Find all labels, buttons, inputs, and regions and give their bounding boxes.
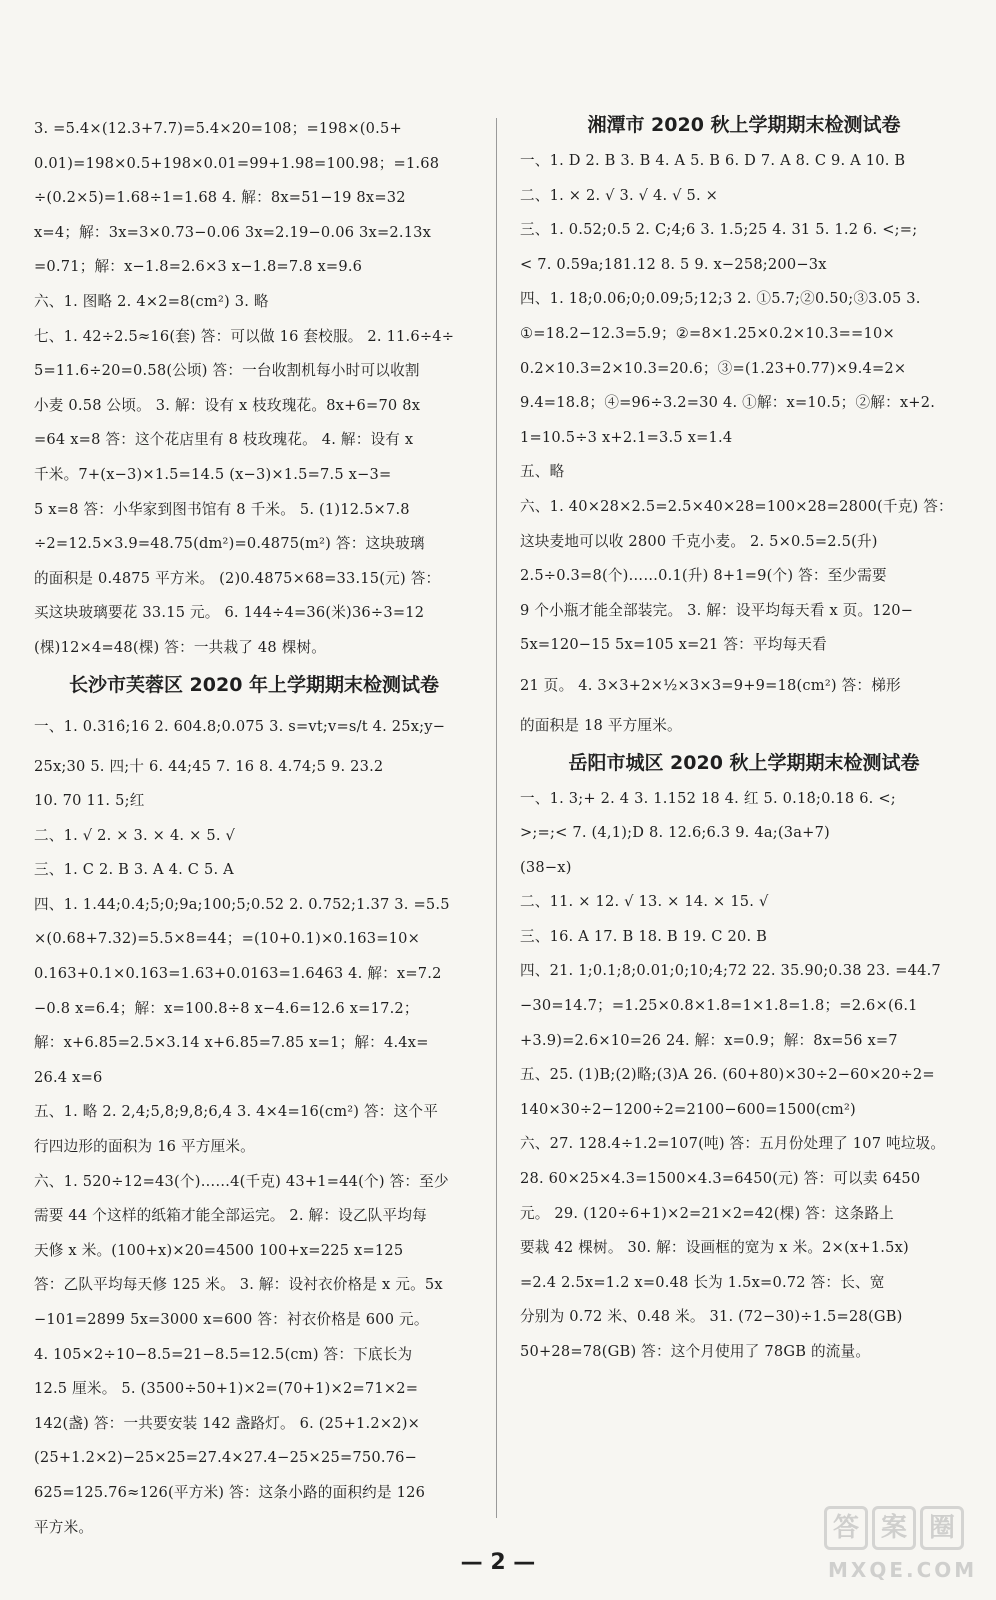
answer-line: =64 x=8 答：这个花店里有 8 枝玫瑰花。 4. 解：设有 x xyxy=(34,431,414,449)
right-column xyxy=(520,106,968,1370)
answer-line: 四、21. 1;0.1;8;0.01;0;10;4;72 22. 35.90;0.38 23. =44.7 xyxy=(520,962,941,980)
answer-line: 5 x=8 答：小华家到图书馆有 8 千米。 5. (1)12.5×7.8 xyxy=(34,500,410,518)
watermark-char: 案 xyxy=(872,1506,916,1550)
answer-line: 9 个小瓶才能全部装完。 3. 解：设平均每天看 x 页。120− xyxy=(520,601,914,619)
answer-line: (棵)12×4=48(棵) 答：一共栽了 48 棵树。 xyxy=(34,638,327,656)
answer-line: 0.2×10.3=2×10.3=20.6；③=(1.23+0.77)×9.4=2× xyxy=(520,359,907,377)
answer-line: (38−x) xyxy=(520,858,572,876)
answer-line: 四、1. 1.44;0.4;5;0;9a;100;5;0.52 2. 0.752;1.37 3. =5.5 xyxy=(34,895,450,913)
answer-line: 一、1. 3;+ 2. 4 3. 1.152 18 4. 红 5. 0.18̇;0.18 6. <; xyxy=(520,789,896,807)
answer-line: 这块麦地可以收 2800 千克小麦。 2. 5×0.5=2.5(升) xyxy=(520,532,878,550)
watermark-char: 答 xyxy=(824,1506,868,1550)
section-heading-xiangtan: 湘潭市 2020 秋上学期期末检测试卷 xyxy=(587,114,901,136)
answer-line: ÷2=12.5×3.9=48.75(dm²)=0.4875(m²) 答：这块玻璃 xyxy=(34,535,425,553)
answer-line: 1=10.5÷3 x+2.1=3.5 x=1.4 xyxy=(520,428,733,446)
right-block-1 xyxy=(520,144,968,744)
answer-line: 三、1. 0.52;0.5 2. C;4;6 3. 1.5;25 4. 31 5. 1.2 6. <;=; xyxy=(520,221,918,239)
answer-line: ×(0.68+7.32)=5.5×8=44；=(10+0.1)×0.163=10× xyxy=(34,930,421,948)
answer-line: 六、1. 40×28×2.5=2.5×40×28=100×28=2800(千克) 答： xyxy=(520,497,953,515)
answer-line: 二、11. × 12. √ 13. × 14. × 15. √ xyxy=(520,893,769,911)
answer-line: 五、略 xyxy=(520,463,565,481)
answer-line: 26.4 x=6 xyxy=(34,1068,103,1086)
answer-line: 一、1. D 2. B 3. B 4. A 5. B 6. D 7. A 8. C 9. A 10. B xyxy=(520,152,906,169)
answer-line: −101=2899 5x=3000 x=600 答：衬衣价格是 600 元。 xyxy=(34,1311,429,1328)
answer-line: 12.5 厘米。 5. (3500÷50+1)×2=(70+1)×2=71×2= xyxy=(34,1380,419,1398)
answer-line: 二、1. × 2. √ 3. √ 4. √ 5. × xyxy=(520,186,719,204)
answer-line: 140×30÷2−1200÷2=2100−600=1500(cm²) xyxy=(520,1100,856,1118)
answer-line: 5=11.6÷20=0.58(公顷) 答：一台收割机每小时可以收割 xyxy=(34,362,420,380)
answer-line: 元。 29. (120÷6+1)×2=21×2=42(棵) 答：这条路上 xyxy=(520,1204,894,1222)
answer-line: 买这块玻璃要花 33.15 元。 6. 144÷4=36(米)36÷3=12 xyxy=(34,604,425,622)
answer-line: 四、1. 18;0.06;0;0.09;5;12;3 2. ①5.7;②0.50;③3.05 3. xyxy=(520,290,921,308)
answer-line: < 7. 0.59a;181.12 8. 5 9. x−258;200−3x xyxy=(520,255,827,273)
answer-line: =2.4 2.5x=1.2 x=0.48 长为 1.5x=0.72 答：长、宽 xyxy=(520,1273,885,1291)
answer-line: 平方米。 xyxy=(34,1518,94,1536)
answer-line: 625=125.76≈126(平方米) 答：这条小路的面积约是 126 xyxy=(34,1483,426,1501)
answer-line: 千米。7+(x−3)×1.5=14.5 (x−3)×1.5=7.5 x−3= xyxy=(34,465,392,483)
answer-line: 七、1. 42÷2.5≈16(套) 答：可以做 16 套校服。 2. 11.6÷4÷ xyxy=(34,327,455,345)
answer-line: +3.9)=2.6×10=26 24. 解：x=0.9；解：8x=56 x=7 xyxy=(520,1031,898,1049)
answer-line: 六、1. 图略 2. 4×2=8(cm²) 3. 略 xyxy=(34,292,269,310)
column-divider xyxy=(496,118,497,1518)
left-block-2 xyxy=(34,704,474,1546)
answer-line: =0.71；解：x−1.8=2.6×3 x−1.8=7.8 x=9.6 xyxy=(34,258,363,276)
answer-line: −30=14.7；=1.25×0.8×1.8=1×1.8=1.8；=2.6×(6.1 xyxy=(520,997,918,1015)
answer-line: 三、16. A 17. B 18. B 19. C 20. B xyxy=(520,927,768,945)
answer-line: 答：乙队平均每天修 125 米。 3. 解：设衬衣价格是 x 元。5x xyxy=(34,1276,443,1294)
watermark-domain: MXQE.COM xyxy=(828,1558,978,1582)
answer-line: 解：x+6.85=2.5×3.14 x+6.85=7.85 x=1；解：4.4x= xyxy=(34,1034,429,1052)
left-block-1 xyxy=(34,112,474,666)
answer-line: (25+1.2×2)−25×25=27.4×27.4−25×25=750.76− xyxy=(34,1449,418,1467)
answer-line: 一、1. 0.316̇;16 2. 604.8;0.075 3. s=vt;v=s/t 4. 25x;y− xyxy=(34,717,446,735)
answer-line: 小麦 0.58 公顷。 3. 解：设有 x 枝玫瑰花。8x+6=70 8x xyxy=(34,396,421,414)
answer-line: 50+28=78(GB) 答：这个月使用了 78GB 的流量。 xyxy=(520,1343,871,1360)
page-number: — 2 — xyxy=(460,1550,536,1575)
watermark-char: 圈 xyxy=(920,1506,964,1550)
answer-line: 9.4=18.8；④=96÷3.2=30 4. ①解：x=10.5；②解：x+2. xyxy=(520,394,936,412)
answer-line: ①=18.2−12.3=5.9；②=8×1.25×0.2×10.3==10× xyxy=(520,324,895,342)
answer-line: 的面积是 0.4875 平方米。 (2)0.4875×68=33.15(元) 答： xyxy=(34,569,441,587)
watermark-logo xyxy=(820,1500,978,1590)
answer-line: 五、25. (1)B;(2)略;(3)A 26. (60+80)×30÷2−60×20÷2= xyxy=(520,1066,935,1084)
answer-line: 行四边形的面积为 16 平方厘米。 xyxy=(34,1138,255,1156)
answer-line: −0.8 x=6.4；解：x=100.8÷8 x−4.6=12.6 x=17.2； xyxy=(34,999,419,1017)
answer-line: 要栽 42 棵树。 30. 解：设画框的宽为 x 米。2×(x+1.5x) xyxy=(520,1239,909,1257)
answer-line: 3. =5.4×(12.3+7.7)=5.4×20=108；=198×(0.5+ xyxy=(34,120,402,137)
answer-line: 的面积是 18 平方厘米。 xyxy=(520,716,682,734)
answer-line: 三、1. C 2. B 3. A 4. C 5. A xyxy=(34,861,234,879)
left-column xyxy=(34,112,474,1545)
answer-line: 2.5÷0.3=8(个)……0.1(升) 8+1=9(个) 答：至少需要 xyxy=(520,567,887,585)
answer-line: 六、1. 520÷12=43(个)……4(千克) 43+1=44(个) 答：至少 xyxy=(34,1172,449,1190)
answer-line: 分别为 0.72 米、0.48 米。 31. (72−30)÷1.5=28(GB) xyxy=(520,1308,903,1326)
answer-line: >;=;< 7. (4,1);D 8. 12.6;6.3 9. 4a;(3a+7) xyxy=(520,824,830,842)
answer-line: 六、27. 128.4÷1.2=107(吨) 答：五月份处理了 107 吨垃圾。 xyxy=(520,1135,946,1153)
answer-line: 二、1. √ 2. × 3. × 4. × 5. √ xyxy=(34,826,236,844)
answer-line: ÷(0.2×5)=1.68÷1=1.68 4. 解：8x=51−19 8x=32 xyxy=(34,189,406,207)
answer-line: 0.01)=198×0.5+198×0.01=99+1.98=100.98；=1.68 xyxy=(34,154,440,172)
answer-line: 五、1. 略 2. 2,4;5,8;9,8;6,4 3. 4×4=16(cm²) 答：这个平 xyxy=(34,1103,438,1121)
answer-line: 25x;30 5. 四;十 6. 44;45 7. 16 8. 4.74;5 9. 23.2 xyxy=(34,757,384,775)
answer-line: 需要 44 个这样的纸箱才能全部运完。 2. 解：设乙队平均每 xyxy=(34,1207,427,1225)
answer-line: 0.163+0.1×0.163=1.63+0.0163=1.6463 4. 解：x=7.2 xyxy=(34,965,442,983)
answer-line: x=4；解：3x=3×0.73−0.06 3x=2.19−0.06 3x=2.13x xyxy=(34,223,432,241)
answer-line: 21 页。 4. 3×3+2×½×3×3=9+9=18(cm²) 答：梯形 xyxy=(520,676,901,694)
answer-line: 142(盏) 答：一共要安装 142 盏路灯。 6. (25+1.2×2)× xyxy=(34,1414,421,1432)
answer-line: 10. 70 11. 5;红 xyxy=(34,792,145,810)
answer-line: 5x=120−15 5x=105 x=21 答：平均每天看 xyxy=(520,636,827,654)
right-block-2 xyxy=(520,782,968,1370)
answer-line: 4. 105×2÷10−8.5=21−8.5=12.5(cm) 答：下底长为 xyxy=(34,1345,413,1363)
answer-line: 天修 x 米。(100+x)×20=4500 100+x=225 x=125 xyxy=(34,1241,404,1259)
answer-line: 28. 60×25×4.3=1500×4.3=6450(元) 答：可以卖 6450 xyxy=(520,1170,921,1188)
section-heading-changsha: 长沙市芙蓉区 2020 年上学期期末检测试卷 xyxy=(68,673,440,696)
section-heading-yueyang: 岳阳市城区 2020 秋上学期期末检测试卷 xyxy=(568,751,920,774)
